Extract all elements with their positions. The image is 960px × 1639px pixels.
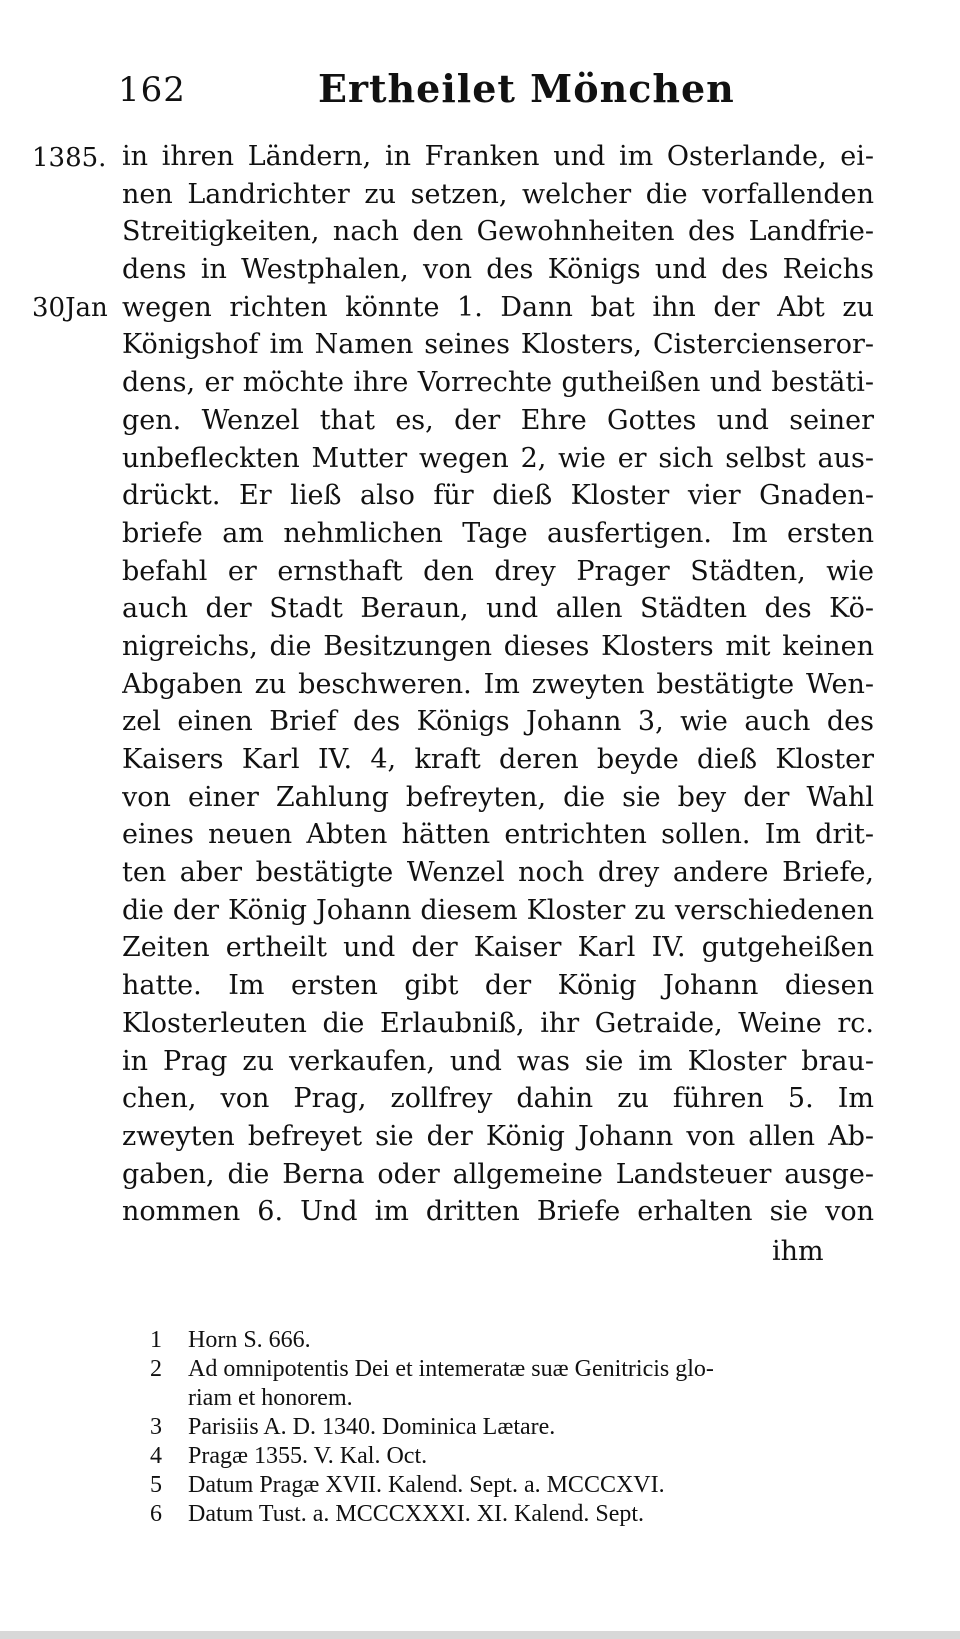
footnote-number: 4 xyxy=(150,1443,162,1469)
running-head: Ertheilet Mönchen xyxy=(318,66,735,111)
text-line: unbefleckten Mutter wegen 2, wie er sich selbst aus- xyxy=(122,442,874,474)
footnote-text: Datum Pragæ XVII. Kalend. Sept. a. MCCCXVI. xyxy=(188,1472,665,1498)
catchword: ihm xyxy=(772,1236,824,1267)
text-line: dens, er möchte ihre Vorrechte gutheißen und bestäti- xyxy=(122,367,874,399)
footnote-text: Pragæ 1355. V. Kal. Oct. xyxy=(188,1443,428,1469)
footnote xyxy=(150,1355,880,1413)
text-line: gaben, die Berna oder allgemeine Landsteuer ausge- xyxy=(122,1158,874,1190)
text-line: ten aber bestätigte Wenzel noch drey andere Briefe, xyxy=(122,857,874,889)
footnote-text: Horn S. 666. xyxy=(188,1327,311,1353)
text-line: eines neuen Abten hätten entrichten sollen. Im drit- xyxy=(122,819,874,851)
text-line: von einer Zahlung befreyten, die sie bey der Wahl xyxy=(122,781,874,813)
footnote xyxy=(150,1442,880,1471)
text-line: Streitigkeiten, nach den Gewohnheiten des Landfrie- xyxy=(122,216,874,248)
footnote-text: Ad omnipotentis Dei et intemeratæ suæ Genitricis glo- xyxy=(188,1356,714,1382)
text-line: zel einen Brief des Königs Johann 3, wie auch des xyxy=(122,706,874,738)
text-line: Klosterleuten die Erlaubniß, ihr Getraide, Weine rc. xyxy=(122,1007,874,1039)
footnote-number: 3 xyxy=(150,1414,162,1440)
text-line: auch der Stadt Beraun, und allen Städten des Kö- xyxy=(122,593,874,625)
footnote-text-continued: riam et honorem. xyxy=(188,1385,353,1411)
margin-note-date: 30Jan xyxy=(32,293,108,323)
text-line: hatte. Im ersten gibt der König Johann diesen xyxy=(122,970,874,1002)
footnote xyxy=(150,1326,880,1355)
text-line: die der König Johann diesem Kloster zu verschiedenen xyxy=(122,894,874,926)
text-line: chen, von Prag, zollfrey dahin zu führen 5. Im xyxy=(122,1083,874,1115)
text-line: nen Landrichter zu setzen, welcher die vorfallenden xyxy=(122,178,874,210)
text-line: Kaisers Karl IV. 4, kraft deren beyde dieß Kloster xyxy=(122,744,874,775)
text-line: drückt. Er ließ also für dieß Kloster vier Gnaden- xyxy=(122,480,874,512)
text-line: in Prag zu verkaufen, und was sie im Kloster brau- xyxy=(122,1045,874,1077)
footnotes xyxy=(150,1326,880,1529)
text-line: zweyten befreyet sie der König Johann von allen Ab- xyxy=(122,1120,874,1152)
footnote-number: 1 xyxy=(150,1327,162,1353)
text-line: befahl er ernsthaft den drey Prager Städten, wie xyxy=(122,555,874,587)
text-line: in ihren Ländern, in Franken und im Osterlande, ei- xyxy=(122,141,874,172)
text-line: Königshof im Namen seines Klosters, Cistercienseror- xyxy=(122,329,874,361)
text-line: wegen richten könnte 1. Dann bat ihn der Abt zu xyxy=(122,291,874,323)
text-line: nigreichs, die Besitzungen dieses Klosters mit keinen xyxy=(122,630,874,662)
footnote-text: Parisiis A. D. 1340. Dominica Lætare. xyxy=(188,1414,556,1440)
text-line: dens in Westphalen, von des Königs und des Reichs xyxy=(122,254,874,286)
footnote xyxy=(150,1500,880,1529)
scan-edge xyxy=(0,1631,960,1639)
margin-note-year: 1385. xyxy=(32,143,107,173)
text-line: gen. Wenzel that es, der Ehre Gottes und seiner xyxy=(122,404,874,436)
footnote-number: 6 xyxy=(150,1501,162,1527)
text-line: nommen 6. Und im dritten Briefe erhalten sie von xyxy=(122,1196,874,1228)
text-line: briefe am nehmlichen Tage ausfertigen. Im ersten xyxy=(122,517,874,549)
text-line: Abgaben zu beschweren. Im zweyten bestätigte Wen- xyxy=(122,668,874,700)
footnote-text: Datum Tust. a. MCCCXXXI. XI. Kalend. Sept. xyxy=(188,1501,645,1527)
footnote xyxy=(150,1471,880,1500)
text-line: Zeiten ertheilt und der Kaiser Karl IV. gutgeheißen xyxy=(122,932,874,964)
body-text xyxy=(122,138,874,1231)
footnote xyxy=(150,1413,880,1442)
page-number: 162 xyxy=(118,70,186,110)
page-header xyxy=(118,62,876,122)
footnote-number: 2 xyxy=(150,1356,162,1382)
footnote-number: 5 xyxy=(150,1472,162,1498)
